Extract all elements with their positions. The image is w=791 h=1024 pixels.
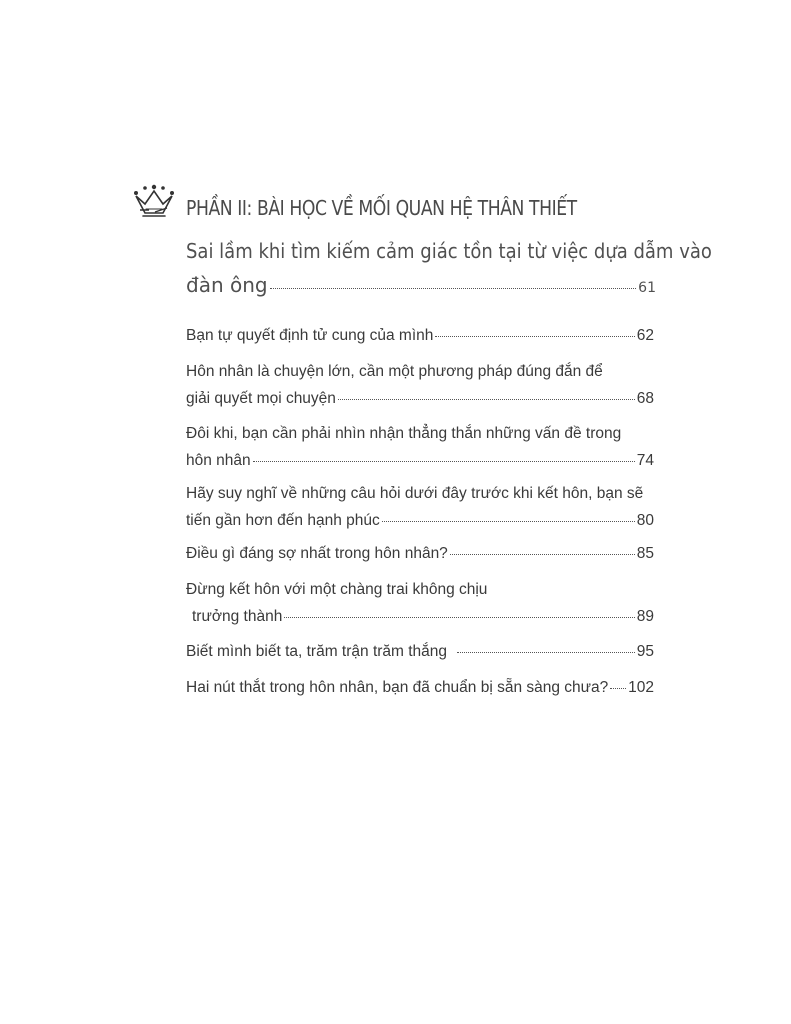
entry-title: Đừng kết hôn với một chàng trai không chịu bbox=[186, 581, 488, 598]
dot-leader bbox=[338, 398, 635, 400]
entry-title: Điều gì đáng sợ nhất trong hôn nhân? bbox=[186, 545, 448, 562]
entry-title: hôn nhân bbox=[186, 452, 251, 469]
toc-entry[interactable] bbox=[186, 420, 654, 474]
section-heading-line: Sai lầm khi tìm kiếm cảm giác tồn tại từ việc dựa dẫm vào bbox=[186, 239, 712, 263]
crown-icon bbox=[133, 183, 175, 219]
toc-entry[interactable] bbox=[186, 480, 654, 534]
page-number: 85 bbox=[636, 545, 654, 562]
page-number: 102 bbox=[628, 679, 654, 696]
toc-entry[interactable] bbox=[186, 540, 654, 567]
entry-title: Đôi khi, bạn cần phải nhìn nhận thẳng thắn những vấn đề trong bbox=[186, 425, 622, 442]
toc-entry[interactable] bbox=[186, 322, 654, 349]
entry-title: Bạn tự quyết định tử cung của mình bbox=[186, 327, 434, 344]
dot-leader bbox=[253, 460, 635, 462]
entry-title: trưởng thành bbox=[192, 608, 283, 625]
entry-title: Hai nút thắt trong hôn nhân, bạn đã chuẩn bị sẵn sàng chưa? bbox=[186, 679, 609, 696]
entry-title: Hãy suy nghĩ về những câu hỏi dưới đây trước khi kết hôn, bạn sẽ bbox=[186, 485, 644, 502]
entry-title: tiến gần hơn đến hạnh phúc bbox=[186, 512, 380, 529]
dot-leader bbox=[457, 651, 635, 653]
page-number: 61 bbox=[638, 280, 656, 296]
section-heading-line: đàn ông bbox=[186, 273, 268, 297]
toc-entry[interactable] bbox=[186, 358, 654, 412]
part-title: PHẦN II: BÀI HỌC VỀ MỐI QUAN HỆ THÂN THIẾT bbox=[186, 196, 577, 220]
section-heading[interactable] bbox=[186, 234, 712, 305]
entry-title: Hôn nhân là chuyện lớn, cần một phương pháp đúng đắn để bbox=[186, 363, 603, 380]
dot-leader bbox=[610, 687, 626, 689]
toc-entry[interactable] bbox=[186, 638, 654, 665]
toc-entry[interactable] bbox=[186, 576, 654, 630]
page-number: 80 bbox=[636, 512, 654, 529]
toc-entry[interactable] bbox=[186, 674, 654, 701]
dot-leader bbox=[284, 616, 634, 618]
entry-title: Biết mình biết ta, trăm trận trăm thắng bbox=[186, 643, 448, 660]
page-number: 89 bbox=[636, 608, 654, 625]
page-number: 62 bbox=[636, 327, 654, 344]
page-number: 68 bbox=[636, 390, 654, 407]
dot-leader bbox=[435, 335, 634, 337]
dot-leader bbox=[270, 287, 637, 289]
page-number: 74 bbox=[636, 452, 654, 469]
dot-leader bbox=[382, 520, 635, 522]
entry-title: giải quyết mọi chuyện bbox=[186, 390, 336, 407]
page-number: 95 bbox=[636, 643, 654, 660]
dot-leader bbox=[450, 553, 635, 555]
